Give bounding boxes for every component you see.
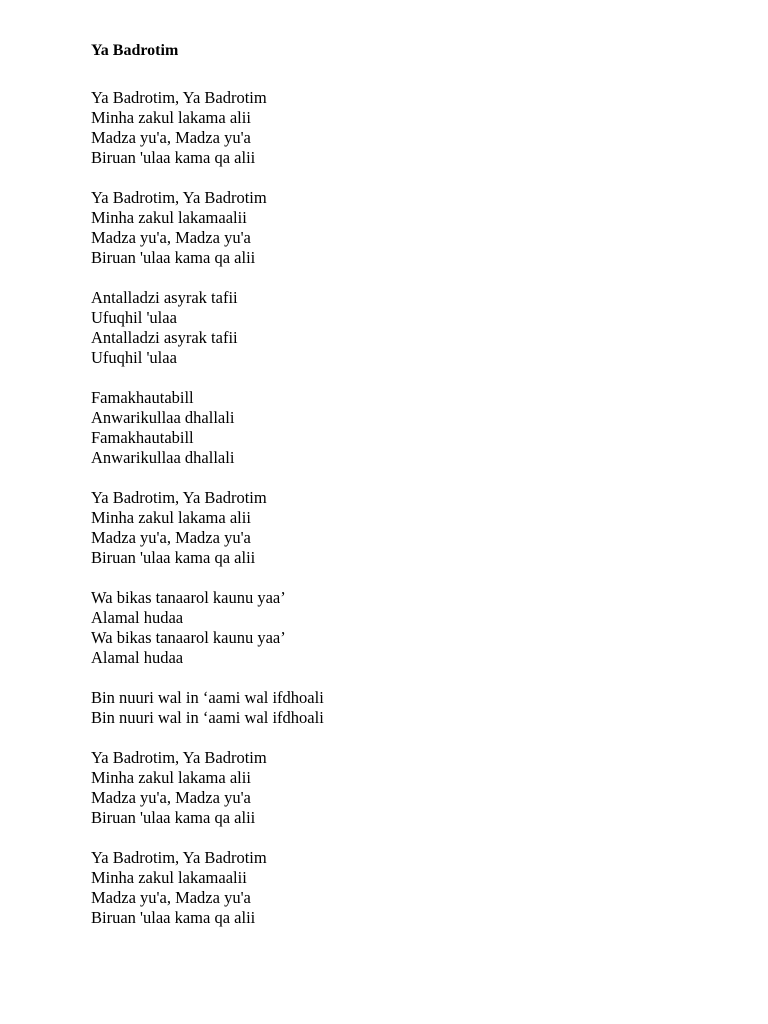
lyric-line: Minha zakul lakama alii <box>91 108 251 127</box>
lyric-line: Ya Badrotim, Ya Badrotim <box>91 188 267 207</box>
lyric-line: Biruan 'ulaa kama qa alii <box>91 548 256 567</box>
stanza <box>91 288 731 368</box>
lyric-line: Bin nuuri wal in ‘aami wal ifdhoali <box>91 688 324 707</box>
lyric-line: Alamal hudaa <box>91 648 184 667</box>
lyric-line: Biruan 'ulaa kama qa alii <box>91 148 256 167</box>
stanza <box>91 748 731 828</box>
lyric-line: Biruan 'ulaa kama qa alii <box>91 808 256 827</box>
lyric-line: Madza yu'a, Madza yu'a <box>91 888 251 907</box>
lyric-line: Wa bikas tanaarol kaunu yaa’ <box>91 628 286 647</box>
lyric-line: Anwarikullaa dhallali <box>91 408 235 427</box>
document-title: Ya Badrotim <box>91 42 179 59</box>
lyric-line: Anwarikullaa dhallali <box>91 448 235 467</box>
lyric-line: Antalladzi asyrak tafii <box>91 328 238 347</box>
stanza <box>91 588 731 668</box>
lyric-line: Famakhautabill <box>91 388 194 407</box>
lyric-line: Ya Badrotim, Ya Badrotim <box>91 88 267 107</box>
lyric-line: Bin nuuri wal in ‘aami wal ifdhoali <box>91 708 324 727</box>
stanza <box>91 188 731 268</box>
lyric-line: Ufuqhil 'ulaa <box>91 348 177 367</box>
lyric-line: Minha zakul lakamaalii <box>91 868 247 887</box>
stanza <box>91 388 731 468</box>
lyric-line: Ufuqhil 'ulaa <box>91 308 177 327</box>
lyric-line: Minha zakul lakama alii <box>91 768 251 787</box>
lyric-line: Ya Badrotim, Ya Badrotim <box>91 748 267 767</box>
lyric-line: Antalladzi asyrak tafii <box>91 288 238 307</box>
lyric-line: Madza yu'a, Madza yu'a <box>91 128 251 147</box>
stanza <box>91 688 731 728</box>
lyrics-body <box>91 88 731 928</box>
lyric-line: Famakhautabill <box>91 428 194 447</box>
stanza <box>91 848 731 928</box>
lyric-line: Ya Badrotim, Ya Badrotim <box>91 488 267 507</box>
lyric-line: Alamal hudaa <box>91 608 184 627</box>
lyric-line: Biruan 'ulaa kama qa alii <box>91 248 256 267</box>
lyric-line: Minha zakul lakamaalii <box>91 208 247 227</box>
lyric-line: Madza yu'a, Madza yu'a <box>91 528 251 547</box>
stanza <box>91 488 731 568</box>
lyric-line: Minha zakul lakama alii <box>91 508 251 527</box>
lyric-line: Wa bikas tanaarol kaunu yaa’ <box>91 588 286 607</box>
lyric-line: Madza yu'a, Madza yu'a <box>91 788 251 807</box>
document-page <box>91 40 731 948</box>
lyric-line: Ya Badrotim, Ya Badrotim <box>91 848 267 867</box>
stanza <box>91 88 731 168</box>
lyric-line: Madza yu'a, Madza yu'a <box>91 228 251 247</box>
lyric-line: Biruan 'ulaa kama qa alii <box>91 908 256 927</box>
